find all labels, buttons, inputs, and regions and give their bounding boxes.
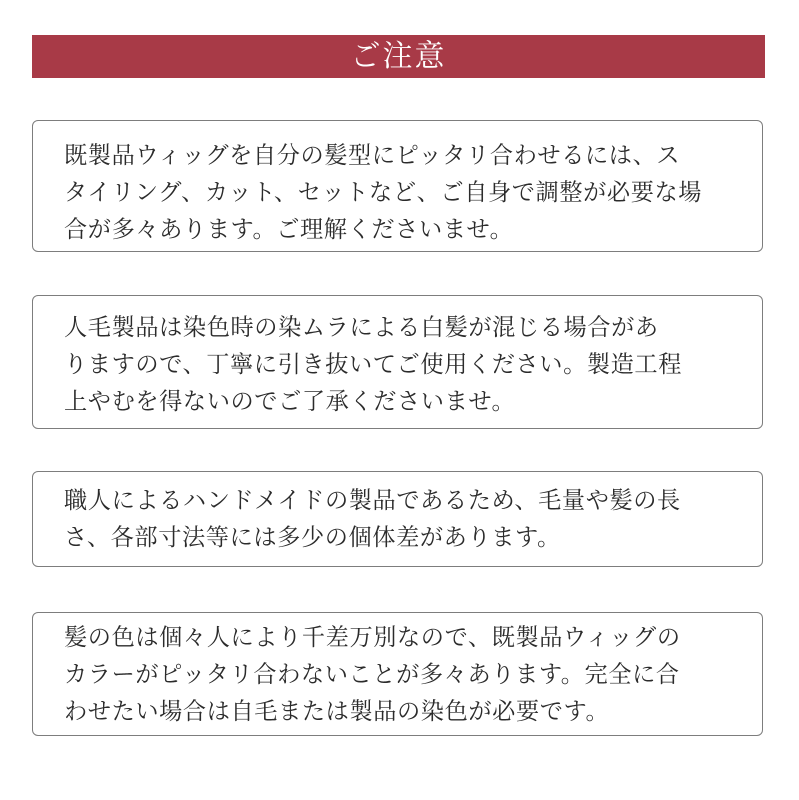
notice-line: カラーがピッタリ合わないことが多々あります。完全に合 xyxy=(64,661,680,688)
notice-text xyxy=(64,482,740,556)
notice-header-banner xyxy=(32,35,765,78)
notice-box-styling xyxy=(32,120,763,252)
notice-line: さ、各部寸法等には多少の個体差があります。 xyxy=(64,524,561,551)
notice-text xyxy=(64,309,740,420)
notice-box-dye-unevenness xyxy=(32,295,763,429)
notice-line: 人毛製品は染色時の染ムラによる白髪が混じる場合があ xyxy=(64,314,659,341)
page-title: ご注意 xyxy=(350,38,447,74)
notice-line: タイリング、カット、セットなど、ご自身で調整が必要な場 xyxy=(64,179,703,206)
notice-line: りますので、丁寧に引き抜いてご使用ください。製造工程 xyxy=(64,351,683,378)
notice-line: 合が多々あります。ご理解くださいませ。 xyxy=(64,216,514,243)
notice-line: 上やむを得ないのでご了承くださいませ。 xyxy=(64,388,516,415)
notice-box-hair-color xyxy=(32,612,763,736)
notice-line: わせたい場合は自毛または製品の染色が必要です。 xyxy=(64,698,610,725)
notice-line: 職人によるハンドメイドの製品であるため、毛量や髪の長 xyxy=(64,487,681,514)
notice-box-handmade-variation xyxy=(32,471,763,567)
notice-line: 髪の色は個々人により千差万別なので、既製品ウィッグの xyxy=(64,624,681,651)
notice-text xyxy=(64,137,740,248)
notice-text xyxy=(64,619,740,730)
notice-line: 既製品ウィッグを自分の髪型にピッタリ合わせるには、ス xyxy=(64,142,681,169)
